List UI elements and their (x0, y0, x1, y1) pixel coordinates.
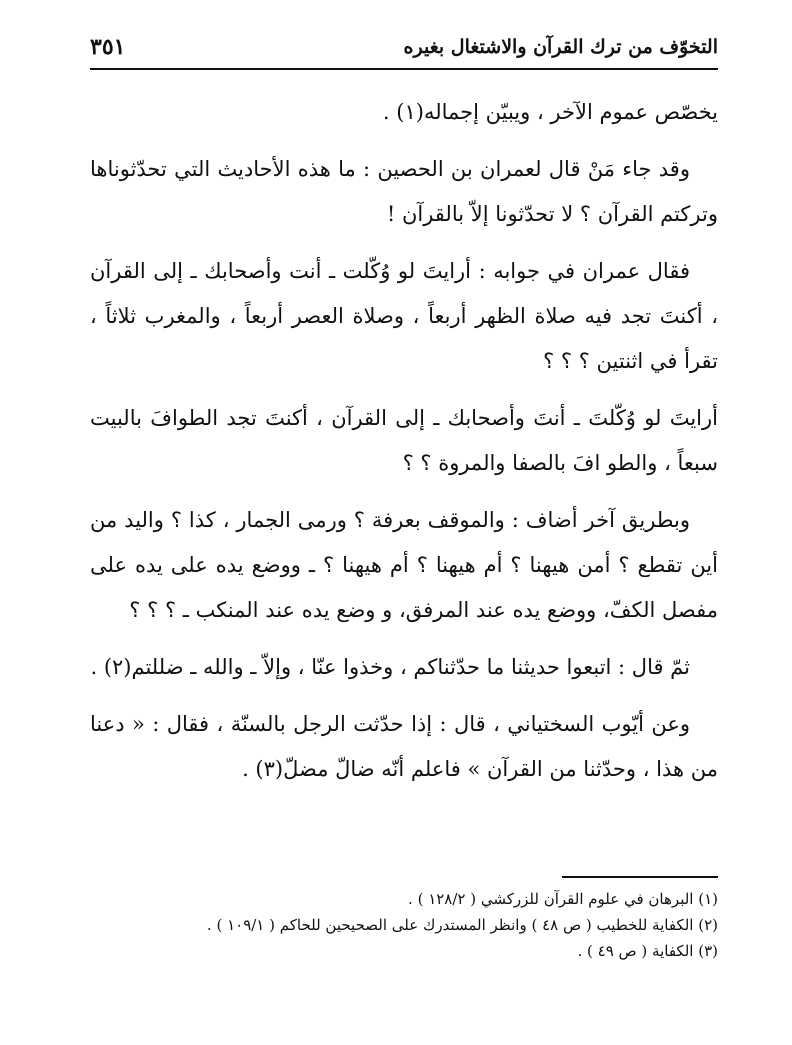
footnote: (٣) الكفاية ( ص ٤٩ ) . (577, 942, 718, 960)
paragraph: وعن أيّوب السختياني ، قال : إذا حدّثت الرجل بالسنّة ، فقال : « دعنا من هذا ، وحدّثنا من القرآن » فاعلم أنّه ضالّ مضلّ(٣) . (90, 712, 718, 781)
footnotes (90, 886, 718, 964)
paragraph: وقد جاء مَنْ قال لعمران بن الحصين : ما هذه الأحاديث التي تحدّثوناها وتركتم القرآن ؟ لا تحدّثونا إلاّ بالقرآن ! (90, 157, 718, 226)
footnote-divider (562, 876, 718, 878)
paragraph: أرايتَ لو وُكّلتَ ـ أنتَ وأصحابك ـ إلى القرآن ، أكنتَ تجد الطوافَ بالبيت سبعاً ، والطو افَ بالصفا والمروة ؟ ؟ (90, 406, 718, 475)
paragraph: وبطريق آخر أضاف : والموقف بعرفة ؟ ورمى الجمار ، كذا ؟ واليد من أين تقطع ؟ أمن هيهنا ؟ أم هيهنا ؟ أم هيهنا ؟ ـ ووضع يده على يده على مفصل الكفّ، ووضع يده عند المرفق، و وضع يده عند المنكب ـ ؟ ؟ ؟ (90, 508, 718, 622)
paragraph: ثمّ قال : اتبعوا حديثنا ما حدّثناكم ، وخذوا عنّا ، وإلاّ ـ والله ـ ضللتم(٢) . (90, 655, 690, 679)
running-title: التخوّف من ترك القرآن والاشتغال بغيره (403, 36, 718, 58)
page-number: ٣٥١ (90, 34, 126, 60)
footnote: (١) البرهان في علوم القرآن للزركشي ( ١٢٨/٢ ) . (408, 890, 718, 908)
main-text (90, 90, 718, 804)
footnote: (٢) الكفاية للخطيب ( ص ٤٨ ) وانظر المستدرك على الصحيحين للحاكم ( ١٠٩/١ ) . (206, 916, 718, 934)
paragraph: فقال عمران في جوابه : أرايتَ لو وُكّلت ـ أنت وأصحابك ـ إلى القرآن ، أكنتَ تجد فيه صلاة الظهر أربعاً ، وصلاة العصر أربعاً ، والمغرب ثلاثاً ، تقرأ في اثنتين ؟ ؟ ؟ (90, 259, 718, 373)
page-header (90, 28, 718, 70)
paragraph: يخصّص عموم الآخر ، ويبيّن إجماله(١) . (382, 100, 718, 124)
